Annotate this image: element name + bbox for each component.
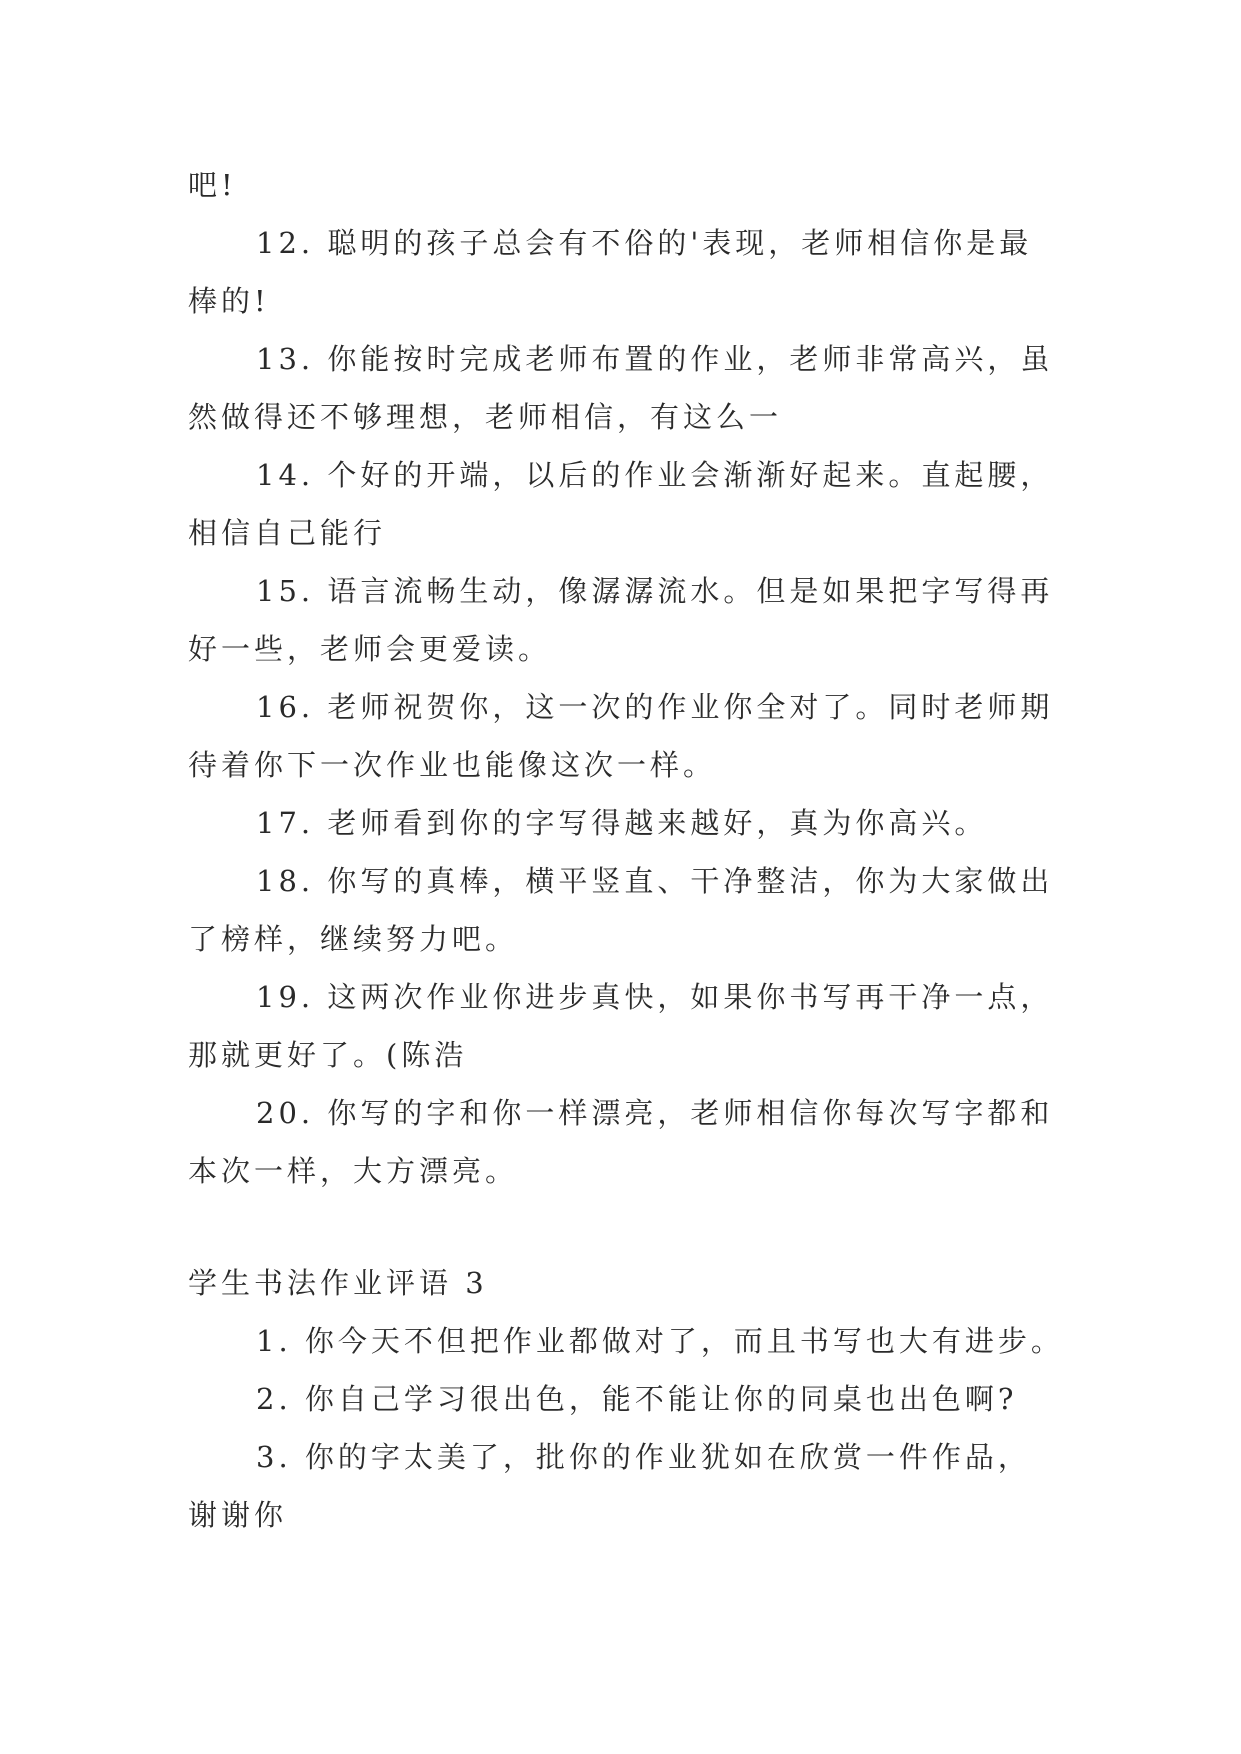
text-line: 相信自己能行 bbox=[188, 516, 387, 550]
text-line: 了榜样，继续努力吧。 bbox=[188, 922, 519, 956]
text-line: 本次一样，大方漂亮。 bbox=[188, 1154, 519, 1188]
text-line: 13. 你能按时完成老师布置的作业，老师非常高兴，虽 bbox=[256, 342, 1054, 376]
text-line: 1. 你今天不但把作业都做对了，而且书写也大有进步。 bbox=[256, 1324, 1064, 1358]
text-line: 然做得还不够理想，老师相信，有这么一 bbox=[188, 400, 783, 434]
section-heading: 学生书法作业评语 3 bbox=[188, 1266, 488, 1300]
text-line: 18. 你写的真棒，横平竖直、干净整洁，你为大家做出 bbox=[256, 864, 1054, 898]
text-line: 20. 你写的字和你一样漂亮，老师相信你每次写字都和 bbox=[256, 1096, 1054, 1130]
text-line: 谢谢你 bbox=[188, 1498, 288, 1532]
text-line: 那就更好了。(陈浩 bbox=[188, 1038, 468, 1072]
text-line: 19. 这两次作业你进步真快，如果你书写再干净一点， bbox=[256, 980, 1054, 1014]
text-line: 3. 你的字太美了，批你的作业犹如在欣赏一件作品， bbox=[256, 1440, 1031, 1474]
text-line: 棒的! bbox=[188, 284, 270, 318]
text-line: 14. 个好的开端，以后的作业会渐渐好起来。直起腰， bbox=[256, 458, 1054, 492]
text-line: 17. 老师看到你的字写得越来越好，真为你高兴。 bbox=[256, 806, 988, 840]
text-line: 好一些，老师会更爱读。 bbox=[188, 632, 552, 666]
text-line: 15. 语言流畅生动，像潺潺流水。但是如果把字写得再 bbox=[256, 574, 1054, 608]
text-line: 吧! bbox=[188, 168, 237, 202]
text-line: 12. 聪明的孩子总会有不俗的'表现，老师相信你是最 bbox=[256, 226, 1033, 260]
text-line: 16. 老师祝贺你，这一次的作业你全对了。同时老师期 bbox=[256, 690, 1054, 724]
text-line: 2. 你自己学习很出色，能不能让你的同桌也出色啊? bbox=[256, 1382, 1018, 1416]
text-line: 待着你下一次作业也能像这次一样。 bbox=[188, 748, 717, 782]
